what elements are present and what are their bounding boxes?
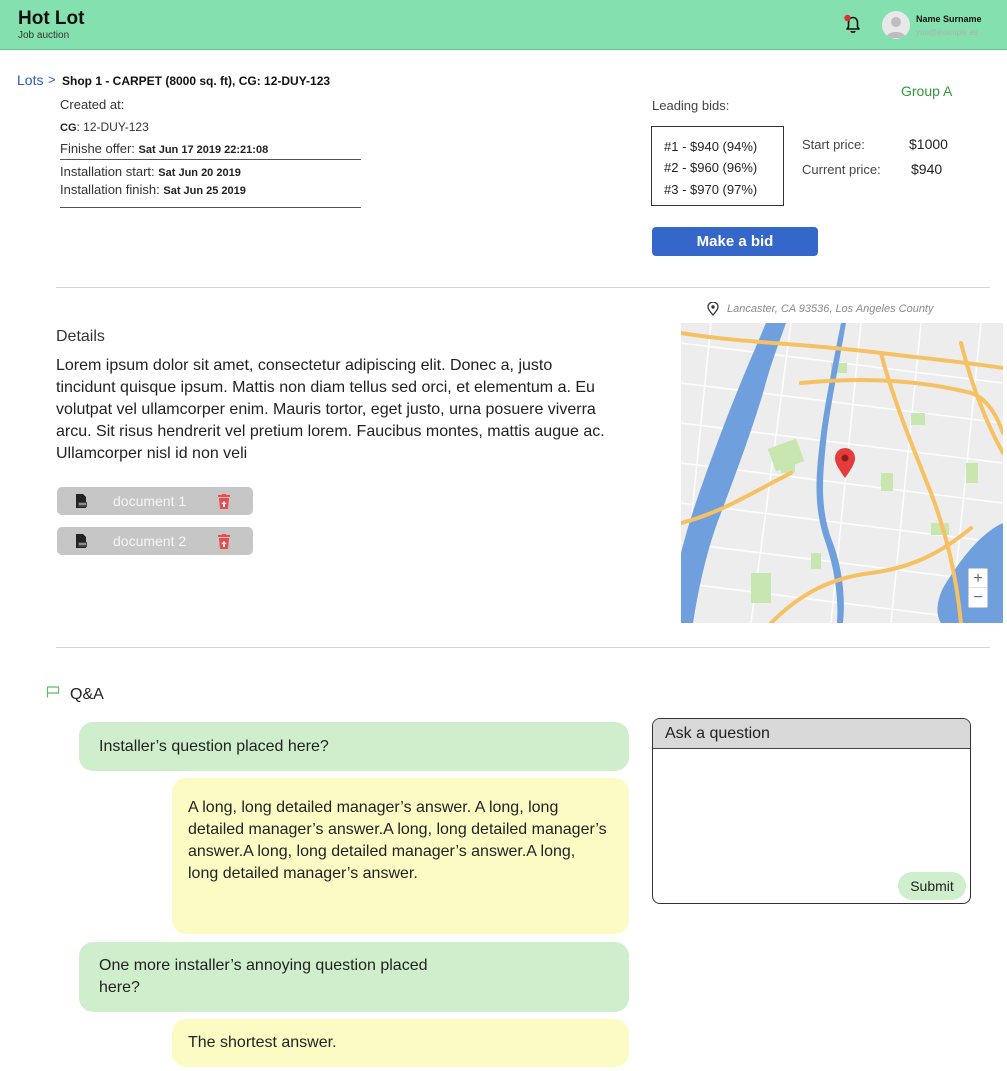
map-zoom-control	[968, 568, 988, 608]
bid-item: #1 - $940 (94%)	[664, 139, 758, 154]
bid-item: #2 - $960 (96%)	[664, 160, 758, 175]
breadcrumb-current: Shop 1 - CARPET (8000 sq. ft), CG: 12-DUY-123	[62, 74, 331, 88]
user-email: you@example.es	[916, 28, 978, 37]
flag-icon	[46, 686, 60, 698]
map[interactable]	[681, 323, 1003, 623]
ask-question-header	[653, 719, 970, 749]
answer-bubble: A long, long detailed manager’s answer. A long, long detailed manager’s answer.A long, long detailed manager’s answer.A long, long detailed manager’s answer.A long, long detailed manager’s answer.	[172, 778, 629, 934]
leading-bids-label: Leading bids:	[652, 98, 730, 113]
user-icon	[882, 11, 910, 39]
start-price-value: $1000	[909, 136, 948, 152]
cg-value: : 12-DUY-123	[76, 120, 149, 134]
zoom-in-button[interactable]: +	[969, 569, 987, 588]
location-text: Lancaster, CA 93536, Los Angeles County	[727, 303, 934, 315]
notification-dot-icon	[844, 15, 850, 21]
qa-title: Q&A	[70, 686, 104, 703]
install-start-label: Installation start:	[60, 164, 155, 179]
bell-icon[interactable]	[840, 12, 866, 38]
document-label: document 2	[113, 533, 187, 549]
location-pin-icon	[707, 302, 719, 316]
install-start-row	[60, 164, 241, 179]
file-icon	[74, 494, 88, 508]
app-title: Hot Lot	[18, 8, 85, 29]
install-finish-label: Installation finish:	[60, 182, 160, 197]
section-divider	[56, 287, 990, 288]
section-divider	[56, 647, 990, 648]
submit-button[interactable]: Submit	[898, 872, 966, 900]
divider	[60, 159, 361, 160]
app-subtitle: Job auction	[18, 30, 70, 41]
cg-label: CG	[60, 122, 77, 134]
created-label: Created at:	[60, 97, 125, 112]
breadcrumb-lots-link[interactable]: Lots	[17, 72, 44, 88]
trash-icon[interactable]	[217, 534, 231, 549]
start-price-label: Start price:	[802, 137, 865, 152]
ask-question-panel	[652, 718, 971, 904]
finish-offer-label: Finishe offer:	[60, 141, 135, 156]
breadcrumb-separator: >	[48, 72, 56, 87]
question-bubble: One more installer’s annoying question placed here?	[79, 942, 629, 1012]
document-label: document 1	[113, 493, 187, 509]
current-price-value: $940	[911, 161, 943, 177]
bid-item: #3 - $970 (97%)	[664, 182, 758, 197]
details-title: Details	[56, 328, 105, 345]
details-text: Lorem ipsum dolor sit amet, consectetur adipiscing elit. Donec a, justo tincidunt quisque ipsum. Mattis non diam tellus sed orci, et elementum a. Eu volutpat vel ullamcorper enim. Mauris tortor, eget justo, urna posuere viverra arcu. Sit risus hendrerit vel pretium lorem. Faucibus montes, mattis augue ac. Ullamcorper nisl id non veli	[56, 357, 605, 462]
user-name: Name Surname	[916, 14, 982, 24]
app-header	[0, 0, 1007, 50]
trash-icon[interactable]	[217, 494, 231, 509]
file-icon	[74, 534, 88, 548]
leading-bids-list	[651, 126, 784, 206]
avatar[interactable]	[882, 11, 910, 39]
finish-offer-row	[60, 141, 268, 156]
zoom-out-button[interactable]: −	[973, 589, 983, 606]
finish-offer-value: Sat Jun 17 2019 22:21:08	[138, 144, 269, 156]
divider	[60, 207, 361, 208]
install-finish-value: Sat Jun 25 2019	[163, 185, 246, 197]
cg-row	[60, 120, 149, 134]
current-price-label: Current price:	[802, 162, 881, 177]
make-bid-button[interactable]: Make a bid	[652, 227, 818, 256]
map-canvas	[681, 323, 1003, 623]
document-item[interactable]	[57, 487, 253, 515]
question-bubble: Installer’s question placed here?	[79, 722, 629, 771]
ask-question-title: Ask a question	[665, 725, 770, 742]
group-label: Group A	[901, 83, 953, 99]
install-start-value: Sat Jun 20 2019	[158, 167, 241, 179]
question-input[interactable]	[661, 755, 961, 865]
install-finish-row	[60, 182, 246, 197]
document-item[interactable]	[57, 527, 253, 555]
answer-bubble: The shortest answer.	[172, 1019, 629, 1067]
